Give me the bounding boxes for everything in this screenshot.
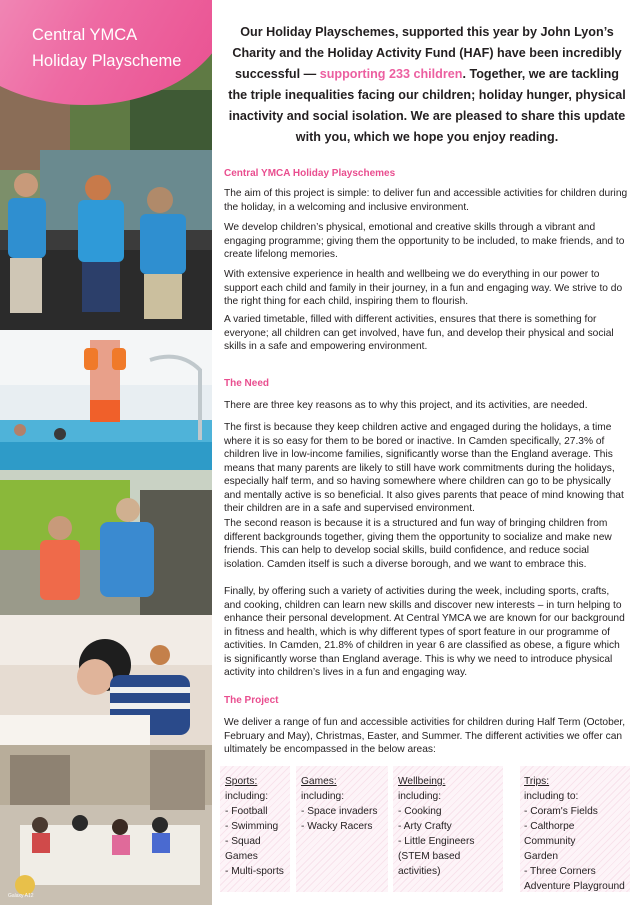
paragraph: We deliver a range of fun and accessible activities for children during Half Term (October, February and May), Christmas, Easter, and Summer. The different activities we offer can ultimately be encompassed in the below areas: [224, 717, 626, 755]
activity-title: Sports: [225, 776, 258, 787]
section-heading-project: The Project [224, 695, 279, 706]
activity-box-trips [520, 766, 630, 892]
activity-line: - Multi-sports [225, 866, 284, 877]
activity-title: Games: [301, 776, 337, 787]
section-heading-playschemes: Central YMCA Holiday Playschemes [224, 168, 396, 179]
paragraph: The aim of this project is simple: to deliver fun and accessible activities for children during the holiday, in a welcoming and inclusive environment. [224, 188, 628, 213]
activity-title: Trips: [524, 776, 550, 787]
activity-line: including: [398, 791, 442, 802]
photo-swimming-pool [0, 330, 212, 470]
paragraph: Finally, by offering such a variety of activities during the week, including sports, crafts, and cooking, children can learn new skills and discover new interests – in turn helping to enhance their personal development. At Central YMCA we are known for our background in fitness and health, which is why different types of sport feature in our programme of activities. In Camden, 21.8% of children in year 6 are classified as obese, a figure which is significantly worse than England average. This is why we need to introduce physical activity into children’s lives in a fun and engaging way. [224, 586, 625, 678]
activity-box-sports [220, 766, 290, 892]
activity-line: - Arty Crafty [398, 821, 452, 832]
activity-line: - Football [225, 806, 268, 817]
intro-text-start: Our Holiday Playschemes, supported this year by John Lyon’s Charity and the Holiday Activity Fund (HAF) have been incredibly successful — [232, 25, 622, 81]
activity-line: - Calthorpe Community [524, 821, 576, 847]
title-line-1: Central YMCA [32, 26, 138, 44]
photo-column [0, 0, 212, 905]
activity-line: including: [301, 791, 345, 802]
section-heading-need: The Need [224, 378, 270, 389]
photo-credit: Galaxy A12 [8, 893, 34, 899]
activity-line: (STEM based activities) [398, 851, 461, 877]
activity-line: Adventure Playground [524, 881, 625, 892]
intro-text-end: . Together, we are tackling the triple inequalities facing our children; holiday hunger, physical inactivity and social isolation. We are pleased to share this update with you, which we hope you enjoy reading. [228, 67, 626, 144]
title-line-2: Holiday Playscheme [32, 52, 182, 70]
intro-highlight: supporting 233 children [319, 67, 463, 81]
paragraph: We develop children’s physical, emotional and creative skills through a vibrant and engaging programme; giving them the opportunity to be included, to make friends, and to create lifelong memories. [224, 222, 625, 260]
photo-child-drawing [0, 615, 212, 745]
photo-classroom [0, 745, 212, 905]
activity-line: - Little Engineers [398, 836, 475, 847]
activity-line: - Coram's Fields [524, 806, 598, 817]
activity-box-games [296, 766, 388, 892]
paragraph: There are three key reasons as to why this project, and its activities, are needed. [224, 400, 588, 411]
activity-title: Wellbeing: [398, 776, 446, 787]
activity-line: - Squad Games [225, 836, 261, 862]
photo-playground [0, 470, 212, 615]
intro-statement [226, 22, 628, 148]
activity-line: including to: [524, 791, 579, 802]
paragraph: A varied timetable, filled with different activities, ensures that there is something for everyone; all children can get involved, have fun, and develop their physical and social skills in a safe and empowering environment. [224, 314, 614, 352]
activity-line: - Space invaders [301, 806, 378, 817]
activity-line: - Three Corners [524, 866, 596, 877]
page-title [32, 22, 181, 74]
activity-line: - Cooking [398, 806, 442, 817]
activity-line: including: [225, 791, 269, 802]
activity-box-wellbeing [393, 766, 503, 892]
activity-line: Garden [524, 851, 558, 862]
paragraph: The first is because they keep children active and engaged during the holidays, a time where it is so easy for them to be bored or inactive. In Camden specifically, 27.3% of children live in low-income families, significantly worse than the England average. This means that many parents are likely to still have work commitments during the holidays, especially half term, and so having somewhere where children can go to be physically and mentally active is so beneficial. It also gives parents that peace of mind knowing that their children are in a safe and supervised environment. [224, 422, 624, 514]
activity-line: - Wacky Racers [301, 821, 373, 832]
activity-line: - Swimming [225, 821, 279, 832]
paragraph: With extensive experience in health and wellbeing we do everything in our power to support each child and family in their journey, in a fun and engaging way. We strive to do the right thing for each child, inspiring them to flourish. [224, 269, 623, 307]
paragraph: The second reason is because it is a structured and fun way of bringing children from different backgrounds together, giving them the opportunity to socialize and make new friends. This can help to develop social skills, build confidence, and reduce social isolation. Camden itself is such a diverse borough, and we want to embrace this. [224, 518, 612, 570]
